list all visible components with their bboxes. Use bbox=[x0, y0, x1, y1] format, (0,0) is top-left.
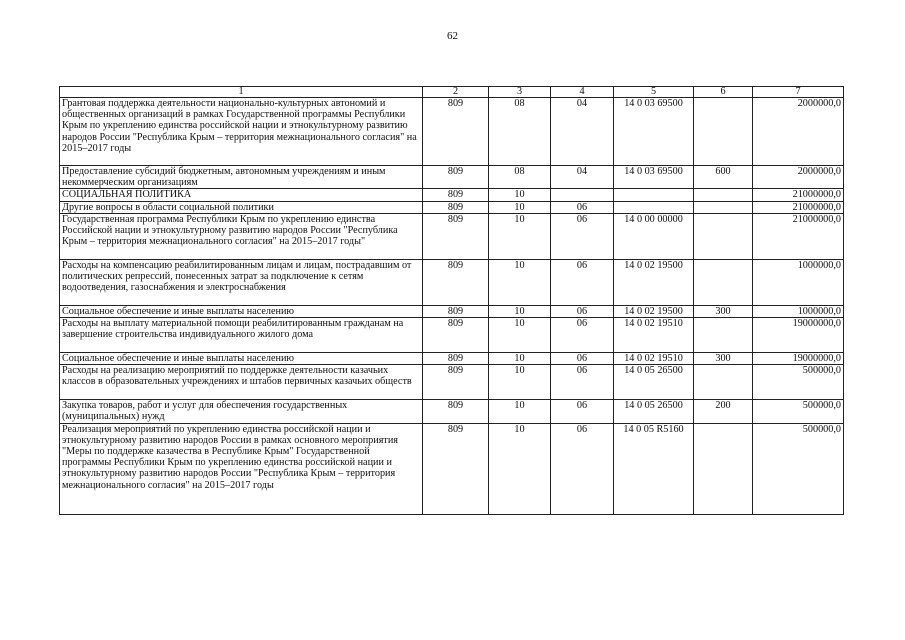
row-name-cell: СОЦИАЛЬНАЯ ПОЛИТИКА bbox=[60, 189, 423, 201]
expense-type-cell bbox=[694, 259, 753, 305]
row-name-cell: Государственная программа Республики Крым по укреплению единства Российской нации и этнокультурному развитию народов России "Республика Крым – территория межнационального согласия" на 2015–2017 годы" bbox=[60, 213, 423, 259]
admin-code-cell: 809 bbox=[423, 189, 489, 201]
row-name-cell: Реализация мероприятий по укреплению единства российской нации и этнокультурному развитию народов России в рамках основного мероприятия "Меры по поддержке казачества в Республике Крым" Государственной программы Республики Крым по укреплению единства российской нации и этнокультурному развитию народов России "Республика Крым – территория межнационального согласия" на 2015–2017 годы bbox=[60, 423, 423, 514]
expense-type-cell bbox=[694, 98, 753, 166]
row-name-cell: Предоставление субсидий бюджетным, автономным учреждениям и иным некоммерческим организациям bbox=[60, 166, 423, 189]
section-code-cell: 08 bbox=[489, 98, 551, 166]
admin-code-cell: 809 bbox=[423, 201, 489, 213]
expense-type-cell bbox=[694, 365, 753, 400]
target-code-cell: 14 0 03 69500 bbox=[614, 98, 694, 166]
subsection-code-cell: 06 bbox=[551, 305, 614, 317]
expense-type-cell bbox=[694, 201, 753, 213]
amount-cell: 19000000,0 bbox=[753, 318, 844, 353]
subsection-code-cell: 06 bbox=[551, 423, 614, 514]
admin-code-cell: 809 bbox=[423, 305, 489, 317]
expense-type-cell bbox=[694, 318, 753, 353]
amount-cell: 21000000,0 bbox=[753, 213, 844, 259]
subsection-code-cell: 06 bbox=[551, 318, 614, 353]
table-row bbox=[60, 318, 844, 353]
section-code-cell: 10 bbox=[489, 213, 551, 259]
header-cell: 5 bbox=[614, 87, 694, 98]
table-row bbox=[60, 305, 844, 317]
section-code-cell: 10 bbox=[489, 353, 551, 365]
header-row bbox=[60, 87, 844, 98]
section-code-cell: 10 bbox=[489, 259, 551, 305]
subsection-code-cell: 06 bbox=[551, 213, 614, 259]
row-name-cell: Грантовая поддержка деятельности национально-культурных автономий и общественных организаций в рамках Государственной программы Республики Крым по укреплению единства российской нации и этнокультурному развитию народов России "Республика Крым – территория межнационального согласия" на 2015–2017 годы bbox=[60, 98, 423, 166]
table-row bbox=[60, 166, 844, 189]
subsection-code-cell: 04 bbox=[551, 98, 614, 166]
table-row bbox=[60, 400, 844, 423]
admin-code-cell: 809 bbox=[423, 98, 489, 166]
expense-type-cell: 300 bbox=[694, 353, 753, 365]
target-code-cell: 14 0 05 26500 bbox=[614, 365, 694, 400]
admin-code-cell: 809 bbox=[423, 353, 489, 365]
header-cell: 3 bbox=[489, 87, 551, 98]
subsection-code-cell: 06 bbox=[551, 201, 614, 213]
amount-cell: 500000,0 bbox=[753, 365, 844, 400]
header-cell: 6 bbox=[694, 87, 753, 98]
section-code-cell: 10 bbox=[489, 423, 551, 514]
amount-cell: 2000000,0 bbox=[753, 98, 844, 166]
subsection-code-cell: 06 bbox=[551, 353, 614, 365]
target-code-cell: 14 0 02 19500 bbox=[614, 259, 694, 305]
target-code-cell: 14 0 05 26500 bbox=[614, 400, 694, 423]
admin-code-cell: 809 bbox=[423, 213, 489, 259]
admin-code-cell: 809 bbox=[423, 423, 489, 514]
table-row bbox=[60, 365, 844, 400]
row-name-cell: Социальное обеспечение и иные выплаты населению bbox=[60, 353, 423, 365]
header-cell: 4 bbox=[551, 87, 614, 98]
amount-cell: 19000000,0 bbox=[753, 353, 844, 365]
admin-code-cell: 809 bbox=[423, 318, 489, 353]
section-code-cell: 10 bbox=[489, 318, 551, 353]
table-row bbox=[60, 353, 844, 365]
amount-cell: 1000000,0 bbox=[753, 259, 844, 305]
header-cell: 2 bbox=[423, 87, 489, 98]
target-code-cell: 14 0 05 R5160 bbox=[614, 423, 694, 514]
section-code-cell: 10 bbox=[489, 201, 551, 213]
expense-type-cell bbox=[694, 423, 753, 514]
amount-cell: 2000000,0 bbox=[753, 166, 844, 189]
target-code-cell: 14 0 02 19510 bbox=[614, 353, 694, 365]
subsection-code-cell: 06 bbox=[551, 400, 614, 423]
section-code-cell: 10 bbox=[489, 400, 551, 423]
expense-type-cell: 600 bbox=[694, 166, 753, 189]
target-code-cell: 14 0 03 69500 bbox=[614, 166, 694, 189]
target-code-cell: 14 0 02 19510 bbox=[614, 318, 694, 353]
admin-code-cell: 809 bbox=[423, 259, 489, 305]
expense-type-cell bbox=[694, 213, 753, 259]
subsection-code-cell: 04 bbox=[551, 166, 614, 189]
expense-type-cell: 200 bbox=[694, 400, 753, 423]
expense-type-cell: 300 bbox=[694, 305, 753, 317]
amount-cell: 21000000,0 bbox=[753, 189, 844, 201]
admin-code-cell: 809 bbox=[423, 365, 489, 400]
section-code-cell: 08 bbox=[489, 166, 551, 189]
expense-type-cell bbox=[694, 189, 753, 201]
section-code-cell: 10 bbox=[489, 305, 551, 317]
section-code-cell: 10 bbox=[489, 365, 551, 400]
header-cell: 7 bbox=[753, 87, 844, 98]
target-code-cell bbox=[614, 201, 694, 213]
row-name-cell: Закупка товаров, работ и услуг для обеспечения государственных (муниципальных) нужд bbox=[60, 400, 423, 423]
target-code-cell: 14 0 02 19500 bbox=[614, 305, 694, 317]
subsection-code-cell bbox=[551, 189, 614, 201]
admin-code-cell: 809 bbox=[423, 166, 489, 189]
amount-cell: 1000000,0 bbox=[753, 305, 844, 317]
table-row bbox=[60, 213, 844, 259]
subsection-code-cell: 06 bbox=[551, 259, 614, 305]
page-number: 62 bbox=[447, 30, 458, 42]
amount-cell: 21000000,0 bbox=[753, 201, 844, 213]
row-name-cell: Расходы на реализацию мероприятий по поддержке деятельности казачьих классов в образовательных учреждениях и штабов первичных казачьих обществ bbox=[60, 365, 423, 400]
target-code-cell: 14 0 00 00000 bbox=[614, 213, 694, 259]
row-name-cell: Другие вопросы в области социальной политики bbox=[60, 201, 423, 213]
section-code-cell: 10 bbox=[489, 189, 551, 201]
table-row bbox=[60, 189, 844, 201]
subsection-code-cell: 06 bbox=[551, 365, 614, 400]
row-name-cell: Расходы на выплату материальной помощи реабилитированным гражданам на завершение строительства индивидуального жилого дома bbox=[60, 318, 423, 353]
table-row bbox=[60, 423, 844, 514]
admin-code-cell: 809 bbox=[423, 400, 489, 423]
amount-cell: 500000,0 bbox=[753, 400, 844, 423]
budget-table bbox=[59, 86, 844, 515]
table-row bbox=[60, 98, 844, 166]
table-row bbox=[60, 259, 844, 305]
amount-cell: 500000,0 bbox=[753, 423, 844, 514]
row-name-cell: Социальное обеспечение и иные выплаты населению bbox=[60, 305, 423, 317]
header-cell: 1 bbox=[60, 87, 423, 98]
target-code-cell bbox=[614, 189, 694, 201]
row-name-cell: Расходы на компенсацию реабилитированным лицам и лицам, пострадавшим от политических репрессий, понесенных затрат за подключение к сетям водоотведения, газоснабжения и электроснабжения bbox=[60, 259, 423, 305]
table-row bbox=[60, 201, 844, 213]
